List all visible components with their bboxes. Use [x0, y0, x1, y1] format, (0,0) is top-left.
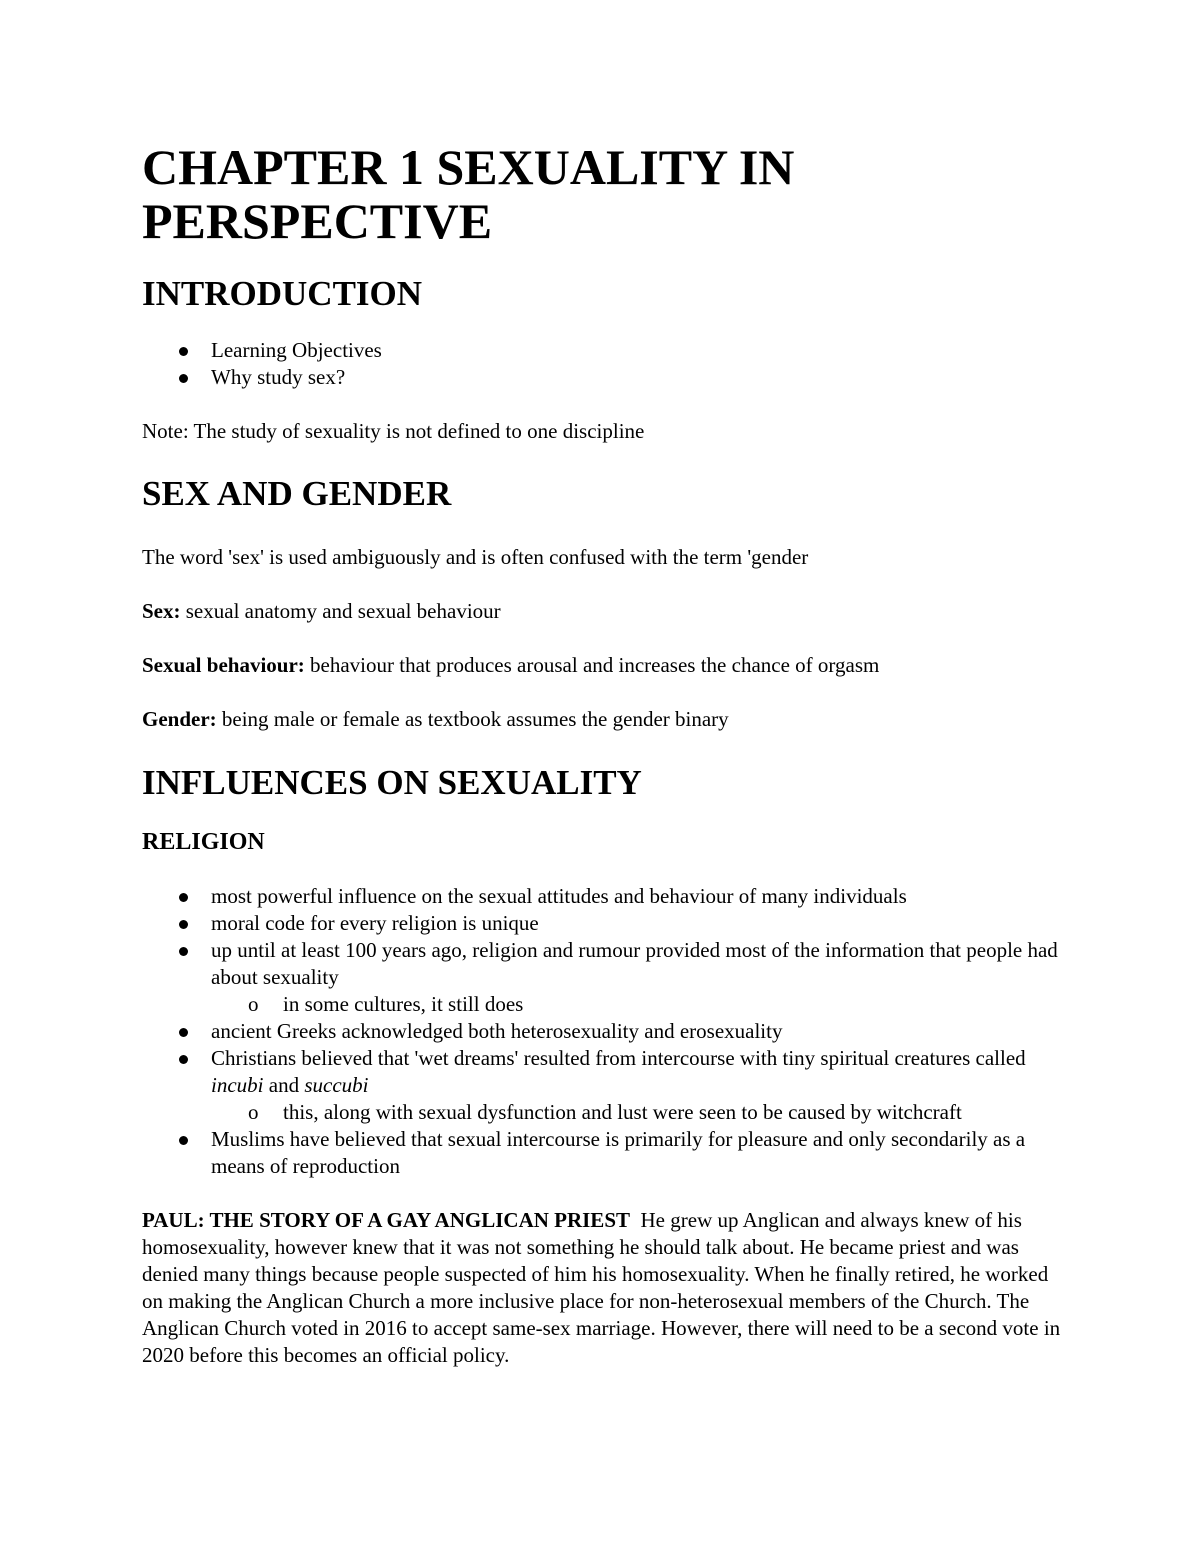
- definition-term: Sexual behaviour:: [142, 653, 305, 677]
- document-content: [142, 140, 1072, 1369]
- definition-sexual-behaviour: Sexual behaviour: behaviour that produces arousal and increases the chance of orgasm: [142, 653, 880, 677]
- paul-story-paragraph: PAUL: THE STORY OF A GAY ANGLICAN PRIEST He grew up Anglican and always knew of his homosexuality, however knew that it was not something he should talk about. He became priest and was denied many things because people suspected of him his homosexuality. When he finally retired, he worked on making the Anglican Church a more inclusive place for non-heterosexual members of the Church. The Anglican Church voted in 2016 to accept same-sex marriage. However, there will need to be a second vote in 2020 before this becomes an official policy.: [142, 1208, 1066, 1367]
- bullet-icon: [179, 347, 188, 356]
- introduction-note: Note: The study of sexuality is not defined to one discipline: [142, 419, 645, 443]
- introduction-list: [142, 337, 1072, 391]
- sex-and-gender-intro: The word 'sex' is used ambiguously and is often confused with the term 'gender: [142, 545, 809, 569]
- religion-list: [142, 883, 1072, 1180]
- influences-heading: INFLUENCES ON SEXUALITY: [142, 763, 642, 802]
- definition-term: Gender:: [142, 707, 217, 731]
- bullet-icon: [179, 1028, 188, 1037]
- bullet-icon: [179, 920, 188, 929]
- list-item: Christians believed that 'wet dreams' resulted from intercourse with tiny spiritual creatures called incubi and succubi o this, along with sexual dysfunction and lust were seen to be caused by witchcraft: [142, 1045, 1072, 1126]
- sub-list-item: o this, along with sexual dysfunction and lust were seen to be caused by witchcraft: [248, 1100, 962, 1124]
- sex-and-gender-heading: SEX AND GENDER: [142, 474, 452, 513]
- definition-term: Sex:: [142, 599, 181, 623]
- list-item: up until at least 100 years ago, religion and rumour provided most of the information that people had about sexuality o in some cultures, it still does: [142, 937, 1072, 1018]
- definition-sex: Sex: sexual anatomy and sexual behaviour: [142, 599, 501, 623]
- list-item: Why study sex?: [142, 364, 1072, 391]
- sub-bullet-marker: o: [248, 1100, 259, 1124]
- chapter-title: CHAPTER 1 SEXUALITY IN PERSPECTIVE: [142, 139, 795, 249]
- list-item: most powerful influence on the sexual attitudes and behaviour of many individuals: [142, 883, 1072, 910]
- list-item: Learning Objectives: [142, 337, 1072, 364]
- list-item: moral code for every religion is unique: [142, 910, 1072, 937]
- sub-list: [211, 1099, 1072, 1126]
- bullet-icon: [179, 893, 188, 902]
- list-item: ancient Greeks acknowledged both heterosexuality and erosexuality: [142, 1018, 1072, 1045]
- sub-list-item: o in some cultures, it still does: [248, 992, 524, 1016]
- bullet-icon: [179, 374, 188, 383]
- definition-gender: Gender: being male or female as textbook assumes the gender binary: [142, 707, 729, 731]
- bullet-icon: [179, 947, 188, 956]
- list-item: Muslims have believed that sexual intercourse is primarily for pleasure and only secondarily as a means of reproduction: [142, 1126, 1072, 1180]
- introduction-heading: INTRODUCTION: [142, 274, 423, 313]
- sub-bullet-marker: o: [248, 992, 259, 1016]
- sub-list: [211, 991, 1072, 1018]
- bullet-icon: [179, 1055, 188, 1064]
- bullet-icon: [179, 1136, 188, 1145]
- religion-heading: RELIGION: [142, 829, 265, 855]
- paul-story-heading: PAUL: THE STORY OF A GAY ANGLICAN PRIEST: [142, 1208, 631, 1232]
